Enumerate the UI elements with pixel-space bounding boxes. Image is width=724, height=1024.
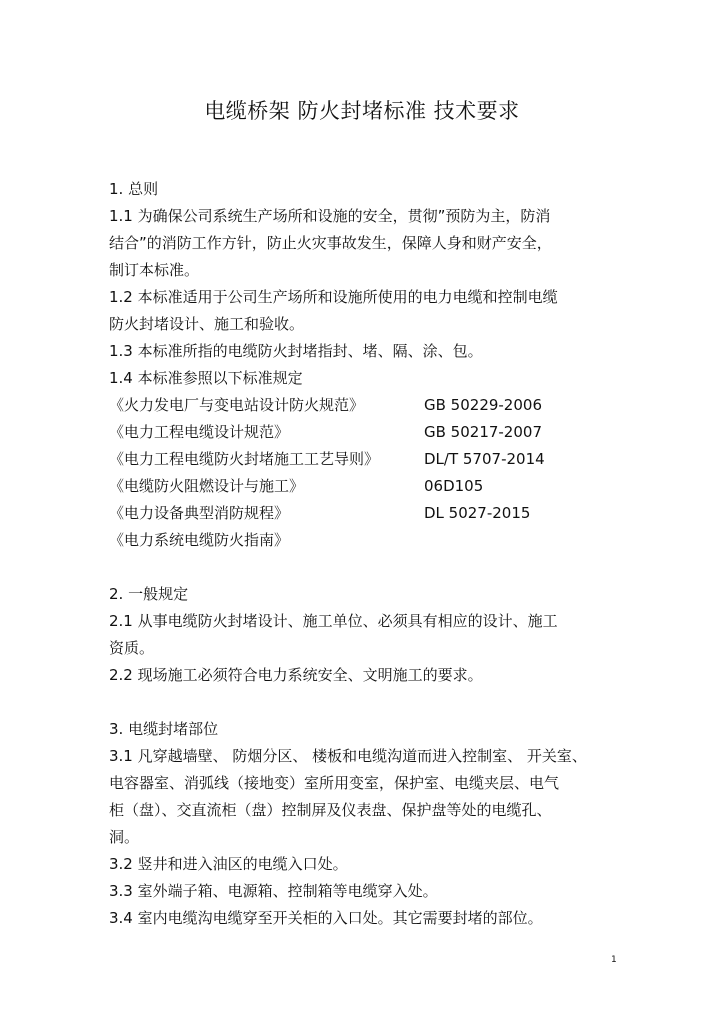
reference-name: 《电力工程电缆防火封堵施工工艺导则》	[109, 450, 380, 468]
reference-code: GB 50229-2006	[424, 396, 542, 414]
paragraph-gap	[109, 554, 629, 581]
reference-row	[109, 527, 629, 554]
clause-2-2: 2.2 现场施工必须符合电力系统安全、文明施工的要求。	[109, 666, 483, 684]
clause-3-4: 3.4 室内电缆沟电缆穿至开关柜的入口处。其它需要封堵的部位。	[109, 909, 543, 927]
reference-row	[109, 500, 629, 527]
reference-code: DL 5027-2015	[424, 504, 531, 522]
section-3-heading: 3. 电缆封堵部位	[109, 720, 219, 738]
clause-3-1: 电容器室、消弧线（接地变）室所用变室，保护室、电缆夹层、电气	[109, 774, 560, 792]
document-body	[109, 176, 629, 932]
page-number: 1	[611, 955, 617, 965]
reference-name: 《火力发电厂与变电站设计防火规范》	[109, 396, 365, 414]
clause-1-1: 1.1 为确保公司系统生产场所和设施的安全，贯彻”预防为主，防消	[109, 207, 551, 225]
paragraph-gap	[109, 689, 629, 716]
clause-3-3: 3.3 室外端子箱、电源箱、控制箱等电缆穿入处。	[109, 882, 438, 900]
clause-1-2: 防火封堵设计、施工和验收。	[109, 315, 305, 333]
clause-3-1: 3.1 凡穿越墙壁、 防烟分区、 楼板和电缆沟道而进入控制室、 开关室、	[109, 747, 587, 765]
clause-1-1: 制订本标准。	[109, 261, 200, 279]
clause-2-1: 资质。	[109, 639, 155, 657]
reference-name: 《电力系统电缆防火指南》	[109, 531, 290, 549]
clause-1-1: 结合”的消防工作方针，防止火灾事故发生，保障人身和财产安全，	[109, 234, 552, 252]
reference-name: 《电力设备典型消防规程》	[109, 504, 290, 522]
reference-code: 06D105	[424, 477, 484, 495]
section-2-heading: 2. 一般规定	[109, 585, 189, 603]
reference-code: DL/T 5707-2014	[424, 450, 545, 468]
reference-row	[109, 392, 629, 419]
clause-3-2: 3.2 竖井和进入油区的电缆入口处。	[109, 855, 348, 873]
reference-name: 《电力工程电缆设计规范》	[109, 423, 290, 441]
clause-1-2: 1.2 本标准适用于公司生产场所和设施所使用的电力电缆和控制电缆	[109, 288, 558, 306]
reference-row	[109, 419, 629, 446]
reference-row	[109, 446, 629, 473]
document-title: 电缆桥架 防火封堵标准 技术要求	[204, 99, 520, 123]
clause-2-1: 2.1 从事电缆防火封堵设计、施工单位、必须具有相应的设计、施工	[109, 612, 558, 630]
clause-3-1: 柜（盘）、交直流柜（盘）控制屏及仪表盘、保护盘等处的电缆孔、	[109, 801, 552, 819]
clause-3-1: 洞。	[109, 828, 140, 846]
reference-name: 《电缆防火阻燃设计与施工》	[109, 477, 305, 495]
clause-1-3: 1.3 本标准所指的电缆防火封堵指封、堵、隔、涂、包。	[109, 342, 483, 360]
clause-1-4: 1.4 本标准参照以下标准规定	[109, 369, 303, 387]
section-1-heading: 1. 总则	[109, 180, 159, 198]
reference-row	[109, 473, 629, 500]
reference-code: GB 50217-2007	[424, 423, 542, 441]
